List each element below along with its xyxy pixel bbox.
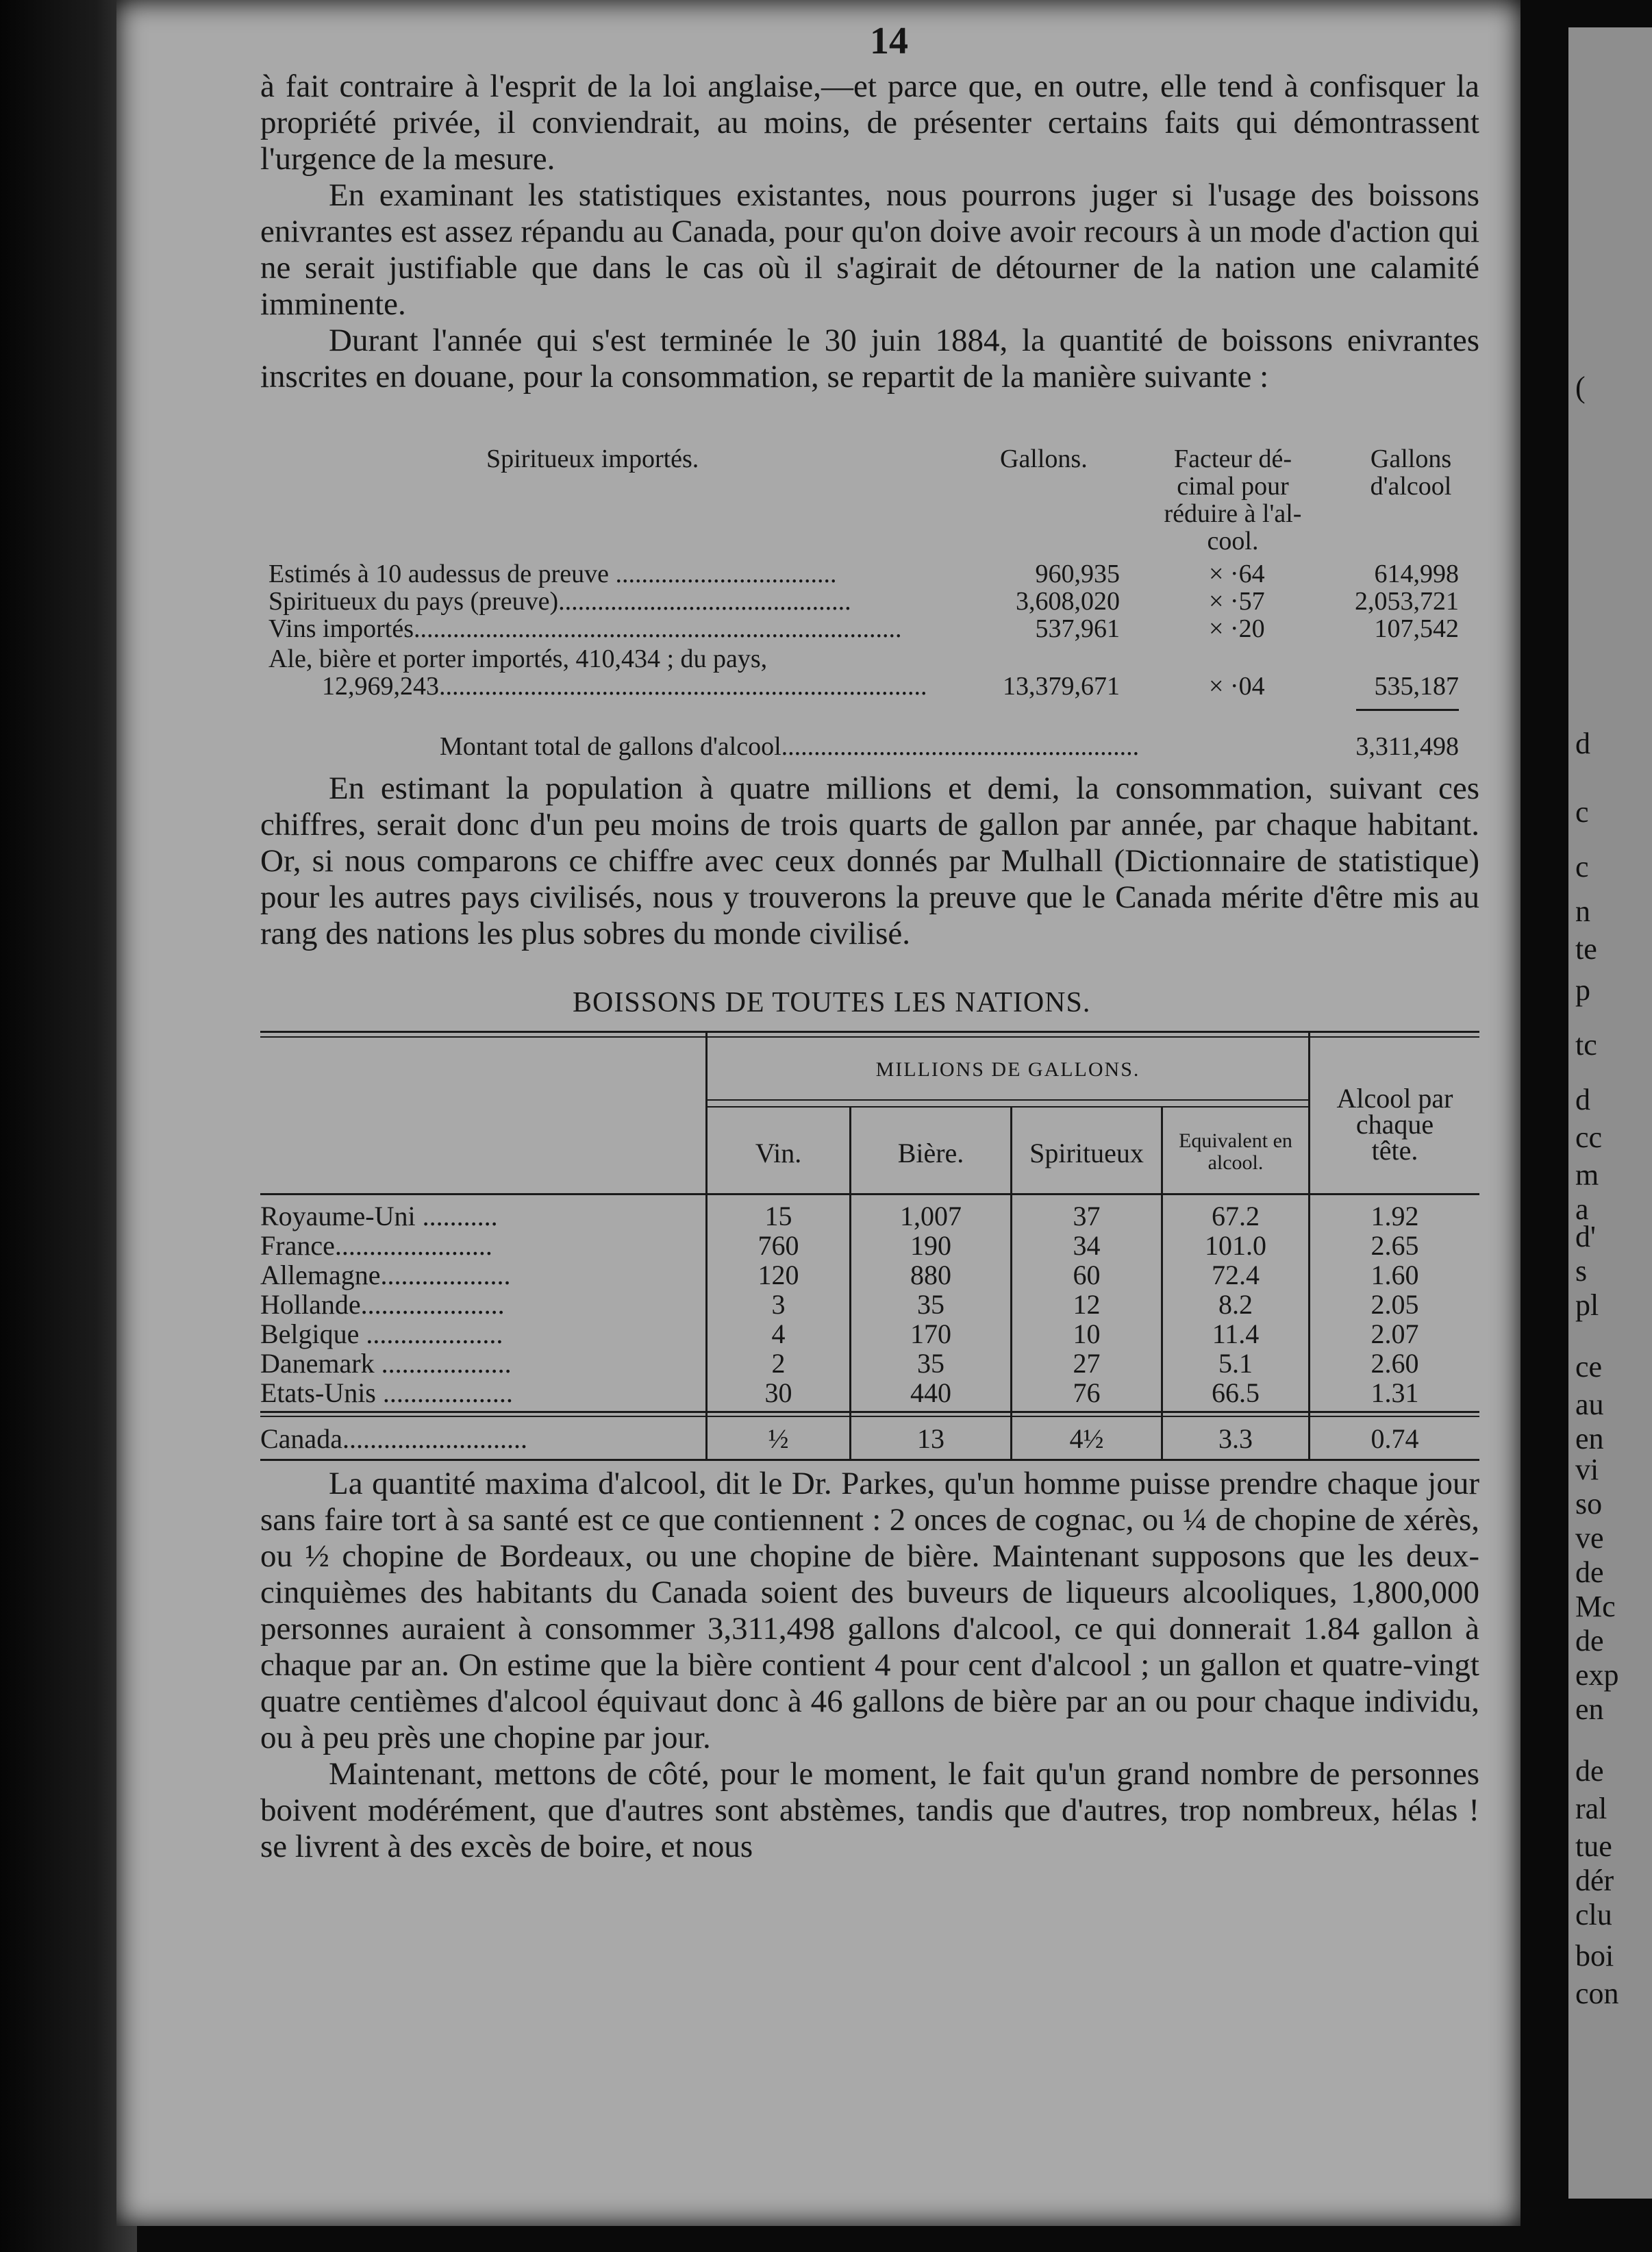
spirits-header-factor: Facteur dé- cimal pour réduire à l'al- cool. xyxy=(1164,445,1302,555)
adjacent-page-text: ce xyxy=(1575,1350,1603,1384)
nation-cell-tete: 0.74 xyxy=(1371,1423,1419,1454)
nation-cell-equiv: 72.4 xyxy=(1212,1260,1260,1290)
adjacent-page-text: de xyxy=(1575,1624,1604,1657)
adjacent-page-text: c xyxy=(1575,850,1589,884)
nation-cell-biere: 1,007 xyxy=(900,1201,962,1231)
paragraph-3: Durant l'année qui s'est terminée le 30 juin 1884, la quantité de boissons enivrantes inscrites en douane, pour la consommation, se repartit de la manière suivante : xyxy=(260,323,1479,395)
nation-cell-tete: 2.60 xyxy=(1371,1348,1419,1379)
adjacent-page-text: dér xyxy=(1575,1864,1614,1897)
adjacent-page-text: p xyxy=(1575,973,1590,1007)
nation-name: France....................... xyxy=(260,1230,492,1261)
group-header: MILLIONS DE GALLONS. xyxy=(875,1058,1140,1081)
nation-cell-equiv: 11.4 xyxy=(1212,1318,1260,1349)
spirits-header-alcohol: Gallons d'alcool xyxy=(1370,445,1452,501)
adjacent-page-edge xyxy=(1568,27,1652,2199)
nation-cell-tete: 1.60 xyxy=(1371,1260,1419,1290)
adjacent-page-text: s xyxy=(1575,1254,1588,1288)
nation-cell-equiv: 3.3 xyxy=(1218,1423,1253,1454)
nation-name: Danemark ................... xyxy=(260,1348,512,1379)
adjacent-page-text: n xyxy=(1575,894,1590,928)
adjacent-page-text: ( xyxy=(1575,371,1586,404)
adjacent-page-text: en xyxy=(1575,1422,1604,1455)
nation-name: Allemagne................... xyxy=(260,1260,511,1290)
paragraph-4: En estimant la population à quatre millions et demi, la consommation, suivant ces chiffres, serait donc d'un peu moins de trois quarts de gallon par année, par chaque habitant. Or, si nous comparons ce chiffre avec ceux donnés par Mulhall (Dictionnaire de statistique) pour les autres pays civilisés, nous y trouverons la preuve que le Canada mérite d'être mis au rang des nations les plus sobres du monde civilisé. xyxy=(260,771,1479,951)
canada-rule-2 xyxy=(260,1416,1479,1417)
nation-cell-equiv: 5.1 xyxy=(1218,1348,1253,1379)
nation-cell-spiritueux: 12 xyxy=(1073,1289,1101,1320)
table-top-rule-2 xyxy=(260,1036,1479,1038)
nation-cell-biere: 440 xyxy=(910,1377,951,1408)
nation-cell-tete: 1.92 xyxy=(1371,1201,1419,1231)
spirits-total-label: Montant total de gallons d'alcool....................................................... xyxy=(440,732,1140,761)
nation-cell-tete: 2.07 xyxy=(1371,1318,1419,1349)
sum-rule xyxy=(1356,709,1459,711)
nation-cell-vin: 760 xyxy=(758,1230,799,1261)
spirits-header-gallons: Gallons. xyxy=(1000,445,1088,473)
nation-cell-tete: 1.31 xyxy=(1371,1377,1419,1408)
header-alcohol-per-head: Alcool par chaque tête. xyxy=(1336,1083,1453,1166)
adjacent-page-text: so xyxy=(1575,1487,1603,1521)
nation-name: Etats-Unis ................... xyxy=(260,1377,513,1408)
nation-cell-biere: 190 xyxy=(910,1230,951,1261)
nation-cell-equiv: 66.5 xyxy=(1212,1377,1260,1408)
nation-name: Royaume-Uni ........... xyxy=(260,1201,498,1231)
nation-cell-vin: 4 xyxy=(771,1318,786,1349)
paragraph-6: Maintenant, mettons de côté, pour le moment, le fait qu'un grand nombre de personnes boivent modérément, que d'autres sont abstèmes, tandis que d'autres, trop nombreux, hélas ! se livrent à des excès de boire, et nous xyxy=(260,1756,1479,1864)
canada-rule xyxy=(260,1411,1479,1413)
table-bottom-rule xyxy=(260,1459,1479,1461)
spirits-row: 12,969,243........................................................................... 13,379,671 × ·04 535,187 xyxy=(322,672,1459,701)
nations-table-title: BOISSONS DE TOUTES LES NATIONS. xyxy=(573,987,1091,1018)
adjacent-page-text: con xyxy=(1575,1977,1619,2010)
nation-cell-vin: 120 xyxy=(758,1260,799,1290)
nation-cell-spiritueux: 10 xyxy=(1073,1318,1101,1349)
adjacent-page-text: boi xyxy=(1575,1939,1614,1973)
paragraph-2: En examinant les statistiques existantes, nous pourrons juger si l'usage des boissons enivrantes est assez répandu au Canada, pour qu'on doive avoir recours à un mode d'action qui ne serait justifiable que dans le cas où il s'agirait de détourner de la nation une calamité imminente. xyxy=(260,177,1479,322)
nation-cell-spiritueux: 27 xyxy=(1073,1348,1101,1379)
adjacent-page-text: vi xyxy=(1575,1453,1599,1486)
nation-cell-equiv: 101.0 xyxy=(1205,1230,1266,1261)
closing-text xyxy=(260,1466,1479,1865)
adjacent-page-text: Mc xyxy=(1575,1590,1616,1623)
header-vin: Vin. xyxy=(755,1138,802,1168)
middle-text xyxy=(260,771,1479,952)
nation-cell-biere: 35 xyxy=(917,1348,944,1379)
page-number: 14 xyxy=(870,20,908,62)
adjacent-page-text: a xyxy=(1575,1192,1589,1226)
nation-cell-vin: 30 xyxy=(764,1377,792,1408)
adjacent-page-text: clu xyxy=(1575,1898,1612,1931)
paragraph-5: La quantité maxima d'alcool, dit le Dr. Parkes, qu'un homme puisse prendre chaque jour sans faire tort à sa santé est ce que contiennent : 2 onces de cognac, ou ¼ de chopine de xérès, ou ½ chopine de Bordeaux, ou une chopine de bière. Maintenant supposons que les deux-cinquièmes des habitants du Canada soient des buveurs de liqueurs alcooliques, 1,800,000 personnes auraient à consommer 3,311,498 gallons d'alcool, ce qui donnerait 1.84 gallon à chaque par an. On estime que la bière contient 4 pour cent d'alcool ; un gallon et quatre-vingt quatre centièmes d'alcool équivaut donc à 46 gallons de bière par an ou pour chaque individu, ou à peu près une chopine par jour. xyxy=(260,1466,1479,1755)
adjacent-page-text: de xyxy=(1575,1754,1604,1788)
nation-cell-vin: 2 xyxy=(771,1348,786,1379)
adjacent-page-text: pl xyxy=(1575,1288,1599,1322)
table-top-rule xyxy=(260,1031,1479,1033)
nation-cell-biere: 170 xyxy=(910,1318,951,1349)
adjacent-page-text: de xyxy=(1575,1555,1604,1589)
adjacent-page-text: au xyxy=(1575,1388,1604,1421)
nation-cell-tete: 2.05 xyxy=(1371,1289,1419,1320)
nation-cell-spiritueux: 76 xyxy=(1073,1377,1101,1408)
spirits-row: Spiritueux du pays (preuve)............................................. 3,608,020 × ·57 2,053,721 xyxy=(268,587,1459,616)
adjacent-page-text: te xyxy=(1575,932,1597,966)
header-spiritueux: Spiritueux xyxy=(1029,1138,1144,1168)
adjacent-page-text: exp xyxy=(1575,1658,1619,1692)
adjacent-page-text: d' xyxy=(1575,1220,1596,1253)
adjacent-page-text: ral xyxy=(1575,1792,1607,1825)
paragraph-1: à fait contraire à l'esprit de la loi anglaise,—et parce que, en outre, elle tend à confisquer la propriété privée, il conviendrait, au moins, de présenter certains faits qui démontrassent l'urgence de la mesure. xyxy=(260,68,1479,177)
nation-name: Belgique .................... xyxy=(260,1318,503,1349)
adjacent-page-text: tc xyxy=(1575,1028,1597,1062)
nation-cell-spiritueux: 60 xyxy=(1073,1260,1101,1290)
nation-cell-spiritueux: 4½ xyxy=(1069,1423,1104,1454)
nation-cell-spiritueux: 34 xyxy=(1073,1230,1101,1261)
header-rule xyxy=(260,1193,1479,1195)
nation-cell-equiv: 8.2 xyxy=(1218,1289,1253,1320)
spirits-row: Vins importés........................................................................... 537,961 × ·20 107,542 xyxy=(268,614,1459,643)
adjacent-page-text: c xyxy=(1575,795,1589,829)
nation-cell-biere: 880 xyxy=(910,1260,951,1290)
adjacent-page-text: tue xyxy=(1575,1829,1612,1863)
nation-cell-biere: 35 xyxy=(917,1289,944,1320)
spirits-header-label: Spiritueux importés. xyxy=(486,445,699,473)
spirits-total-value: 3,311,498 xyxy=(1355,732,1459,761)
nation-name: Canada........................... xyxy=(260,1423,527,1454)
spirits-row: Ale, bière et porter importés, 410,434 ; du pays, xyxy=(268,645,768,673)
adjacent-page-text: en xyxy=(1575,1692,1604,1726)
nation-cell-vin: 3 xyxy=(771,1289,786,1320)
group-rule xyxy=(708,1099,1308,1101)
group-rule-2 xyxy=(708,1106,1308,1108)
adjacent-page-text: ve xyxy=(1575,1521,1604,1555)
adjacent-page-text: cc xyxy=(1575,1121,1603,1154)
nation-cell-vin: 15 xyxy=(764,1201,792,1231)
nation-cell-equiv: 67.2 xyxy=(1212,1201,1260,1231)
nation-cell-vin: ½ xyxy=(768,1423,789,1454)
nation-name: Hollande..................... xyxy=(260,1289,505,1320)
intro-text xyxy=(260,68,1479,395)
nation-cell-tete: 2.65 xyxy=(1371,1230,1419,1261)
header-biere: Bière. xyxy=(897,1138,964,1168)
nation-cell-biere: 13 xyxy=(917,1423,944,1454)
adjacent-page-text: d xyxy=(1575,727,1590,760)
nation-cell-spiritueux: 37 xyxy=(1073,1201,1101,1231)
spirits-row: Estimés à 10 audessus de preuve .................................. 960,935 × ·64 614,998 xyxy=(268,560,1459,588)
adjacent-page-text: d xyxy=(1575,1083,1590,1116)
adjacent-page-text: m xyxy=(1575,1158,1599,1192)
header-equivalent: Equivalent en alcool. xyxy=(1179,1129,1292,1174)
